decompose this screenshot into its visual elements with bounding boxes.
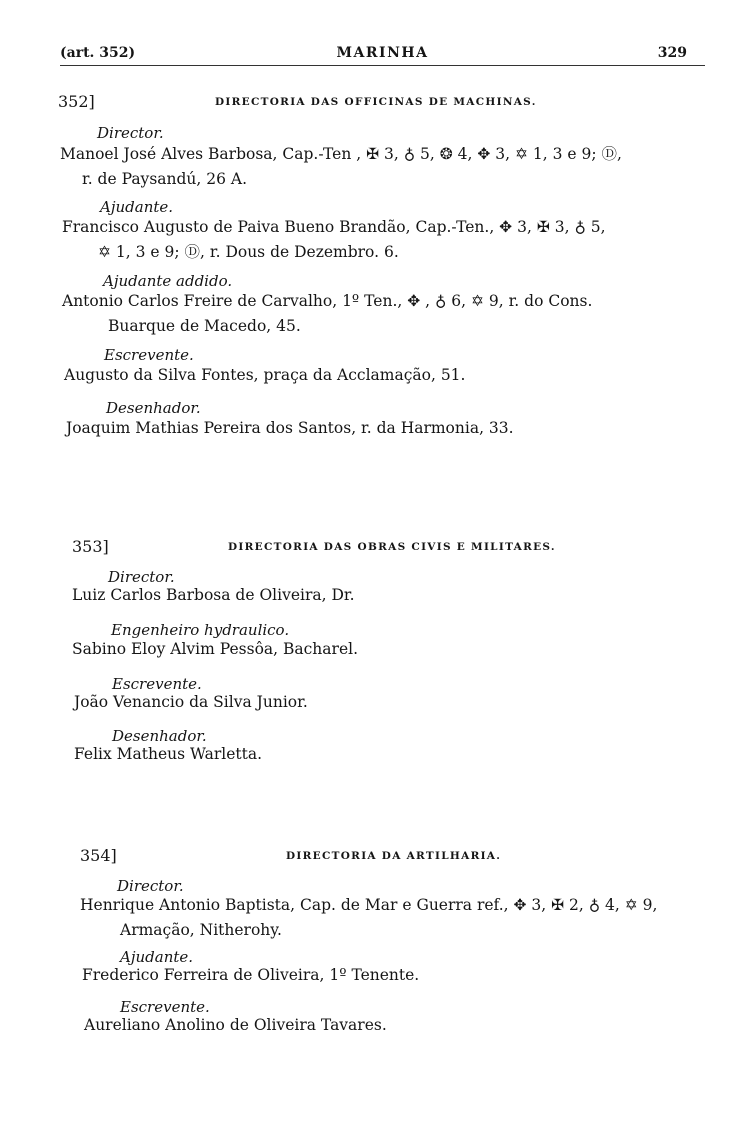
role-label: Director. bbox=[108, 568, 175, 586]
page-number: 329 bbox=[657, 45, 687, 61]
staff-entry bbox=[62, 289, 592, 339]
entry-text: Joaquim Mathias Pereira dos Santos, r. da Harmonia, 33. bbox=[66, 419, 514, 437]
section-title: DIRECTORIA DAS OFFICINAS DE MACHINAS. bbox=[215, 96, 537, 108]
entry-text: Sabino Eloy Alvim Pessôa, Bacharel. bbox=[72, 640, 359, 658]
entry-text: Luiz Carlos Barbosa de Oliveira, Dr. bbox=[72, 586, 355, 604]
staff-entry bbox=[72, 583, 355, 608]
staff-entry bbox=[60, 142, 622, 192]
article-reference: (art. 352) bbox=[60, 45, 136, 61]
section-title: DIRECTORIA DAS OBRAS CIVIS E MILITARES. bbox=[228, 541, 556, 553]
staff-entry bbox=[82, 963, 419, 988]
running-head bbox=[60, 45, 705, 67]
section-number: 353] bbox=[72, 537, 109, 556]
role-label: Director. bbox=[97, 124, 164, 142]
staff-entry bbox=[74, 690, 308, 715]
entry-text: Manoel José Alves Barbosa, Cap.-Ten , ✠ 3, ♁ 5, ❂ 4, ✥ 3, ✡ 1, 3 e 9; Ⓓ, bbox=[60, 145, 622, 163]
role-label: Ajudante addido. bbox=[103, 272, 233, 290]
entry-text: Felix Matheus Warletta. bbox=[74, 745, 263, 763]
section-heading bbox=[0, 537, 747, 557]
staff-entry bbox=[72, 637, 358, 662]
entry-text: Henrique Antonio Baptista, Cap. de Mar e Guerra ref., ✥ 3, ✠ 2, ♁ 4, ✡ 9, bbox=[80, 896, 658, 914]
entry-text-continued: Buarque de Macedo, 45. bbox=[108, 317, 301, 335]
role-label: Escrevente. bbox=[104, 346, 194, 364]
role-label: Director. bbox=[117, 877, 184, 895]
role-label: Engenheiro hydraulico. bbox=[111, 621, 290, 639]
role-label: Ajudante. bbox=[120, 948, 194, 966]
entry-text: Aureliano Anolino de Oliveira Tavares. bbox=[84, 1016, 387, 1034]
section-title: DIRECTORIA DA ARTILHARIA. bbox=[286, 850, 502, 862]
role-label: Ajudante. bbox=[100, 198, 174, 216]
header-rule bbox=[60, 65, 705, 66]
section-heading bbox=[0, 92, 747, 112]
entry-text-continued: ✡ 1, 3 e 9; Ⓓ, r. Dous de Dezembro. 6. bbox=[98, 243, 399, 261]
entry-text: Frederico Ferreira de Oliveira, 1º Tenente. bbox=[82, 966, 420, 984]
entry-text: Francisco Augusto de Paiva Bueno Brandão, Cap.-Ten., ✥ 3, ✠ 3, ♁ 5, bbox=[62, 218, 606, 236]
section-number: 352] bbox=[58, 92, 95, 111]
section-heading bbox=[0, 846, 747, 866]
role-label: Desenhador. bbox=[106, 399, 201, 417]
staff-entry bbox=[84, 1013, 387, 1038]
role-label: Desenhador. bbox=[112, 727, 207, 745]
entry-text: Augusto da Silva Fontes, praça da Acclamação, 51. bbox=[64, 366, 466, 384]
entry-text-continued: Armação, Nitherohy. bbox=[120, 921, 282, 939]
entry-text-continued: r. de Paysandú, 26 A. bbox=[82, 170, 248, 188]
staff-entry bbox=[64, 363, 465, 388]
entry-text: João Venancio da Silva Junior. bbox=[74, 693, 308, 711]
staff-entry bbox=[74, 742, 262, 767]
section-number: 354] bbox=[80, 846, 117, 865]
staff-entry bbox=[62, 215, 606, 265]
role-label: Escrevente. bbox=[120, 998, 210, 1016]
role-label: Escrevente. bbox=[112, 675, 202, 693]
staff-entry bbox=[66, 416, 514, 441]
running-title: MARINHA bbox=[336, 45, 429, 61]
entry-text: Antonio Carlos Freire de Carvalho, 1º Ten., ✥ , ♁ 6, ✡ 9, r. do Cons. bbox=[62, 292, 593, 310]
staff-entry bbox=[80, 893, 657, 943]
